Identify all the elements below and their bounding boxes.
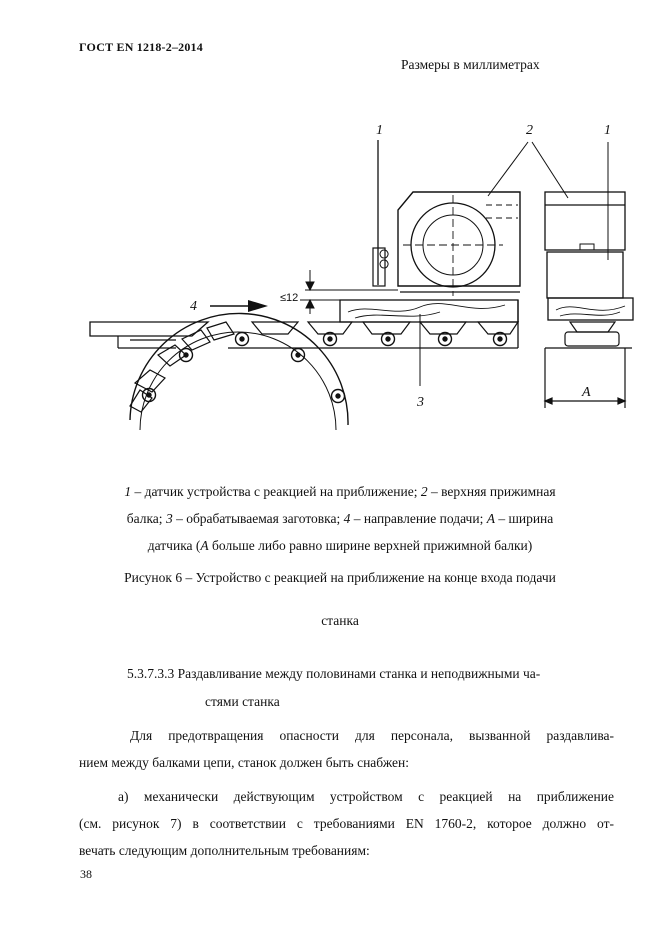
legend-num-1: 1 bbox=[124, 484, 132, 499]
section-heading-line-1: 5.3.7.3.3 Раздавливание между половинами станка и неподвижными ча- bbox=[127, 666, 541, 681]
units-note: Размеры в миллиметрах bbox=[401, 57, 540, 72]
legend-text-6a: датчика ( bbox=[147, 538, 201, 553]
paragraph-1-line-1: Для предотвращения опасности для персонала, вызванной раздавлива- bbox=[130, 728, 614, 743]
sensor-left bbox=[305, 140, 398, 290]
paragraph-2-line-3: вечать следующим дополнительным требованиям: bbox=[79, 843, 370, 858]
legend-num-3: 3 bbox=[165, 511, 173, 526]
paragraph-1-line-2: нием между балками цепи, станок должен быть снабжен: bbox=[79, 755, 409, 770]
callout-leaders bbox=[420, 142, 608, 386]
dimension-a-label: A bbox=[582, 385, 591, 400]
figure-legend bbox=[60, 478, 620, 559]
chain-links-straight bbox=[252, 322, 518, 334]
feed-direction-arrow bbox=[210, 300, 268, 312]
paragraph-2-line-1: а) механически действующим устройством с реакцией на приближение bbox=[118, 789, 614, 804]
legend-num-4: 4 bbox=[343, 511, 351, 526]
dimension-le12-label: ≤12 bbox=[280, 292, 299, 304]
caption-line-1: Рисунок 6 – Устройство с реакцией на приближение на конце входа подачи bbox=[124, 570, 556, 585]
callout-4: 4 bbox=[190, 299, 197, 314]
legend-a: A bbox=[486, 511, 495, 526]
legend-text-1: – датчик устройства с реакцией на приближение; bbox=[131, 484, 421, 499]
figure-caption bbox=[60, 564, 620, 634]
legend-text-6b: больше либо равно ширине верхней прижимной балки) bbox=[208, 538, 533, 553]
legend-text-5: – ширина bbox=[494, 511, 554, 526]
document-code: ГОСТ EN 1218-2–2014 bbox=[79, 40, 203, 54]
callout-1-right: 1 bbox=[604, 123, 611, 138]
legend-text-3a: балка; bbox=[126, 511, 166, 526]
callout-1-left: 1 bbox=[376, 123, 383, 138]
dimension-le12 bbox=[300, 270, 340, 314]
page-number: 38 bbox=[80, 867, 92, 881]
caption-line-2: станка bbox=[321, 613, 359, 628]
legend-text-4: – направление подачи; bbox=[350, 511, 487, 526]
side-view bbox=[545, 192, 633, 408]
upper-pressure-beam bbox=[398, 192, 520, 296]
legend-num-2: 2 bbox=[420, 484, 428, 499]
callout-2: 2 bbox=[526, 123, 533, 138]
legend-line-3 bbox=[60, 532, 620, 559]
chain-rollers bbox=[143, 333, 507, 403]
paragraph-2-line-2: (см. рисунок 7) в соответствии с требованиями EN 1760-2, которое должно от- bbox=[79, 816, 614, 831]
legend-a2: A bbox=[200, 538, 209, 553]
callout-3: 3 bbox=[417, 395, 424, 410]
legend-text-2: – верхняя прижимная bbox=[427, 484, 556, 499]
section-heading-line-2: стями станка bbox=[205, 694, 280, 709]
legend-line-2 bbox=[60, 505, 620, 532]
workpiece bbox=[340, 300, 518, 322]
legend-line-1 bbox=[60, 478, 620, 505]
legend-text-3b: – обрабатываемая заготовка; bbox=[172, 511, 344, 526]
